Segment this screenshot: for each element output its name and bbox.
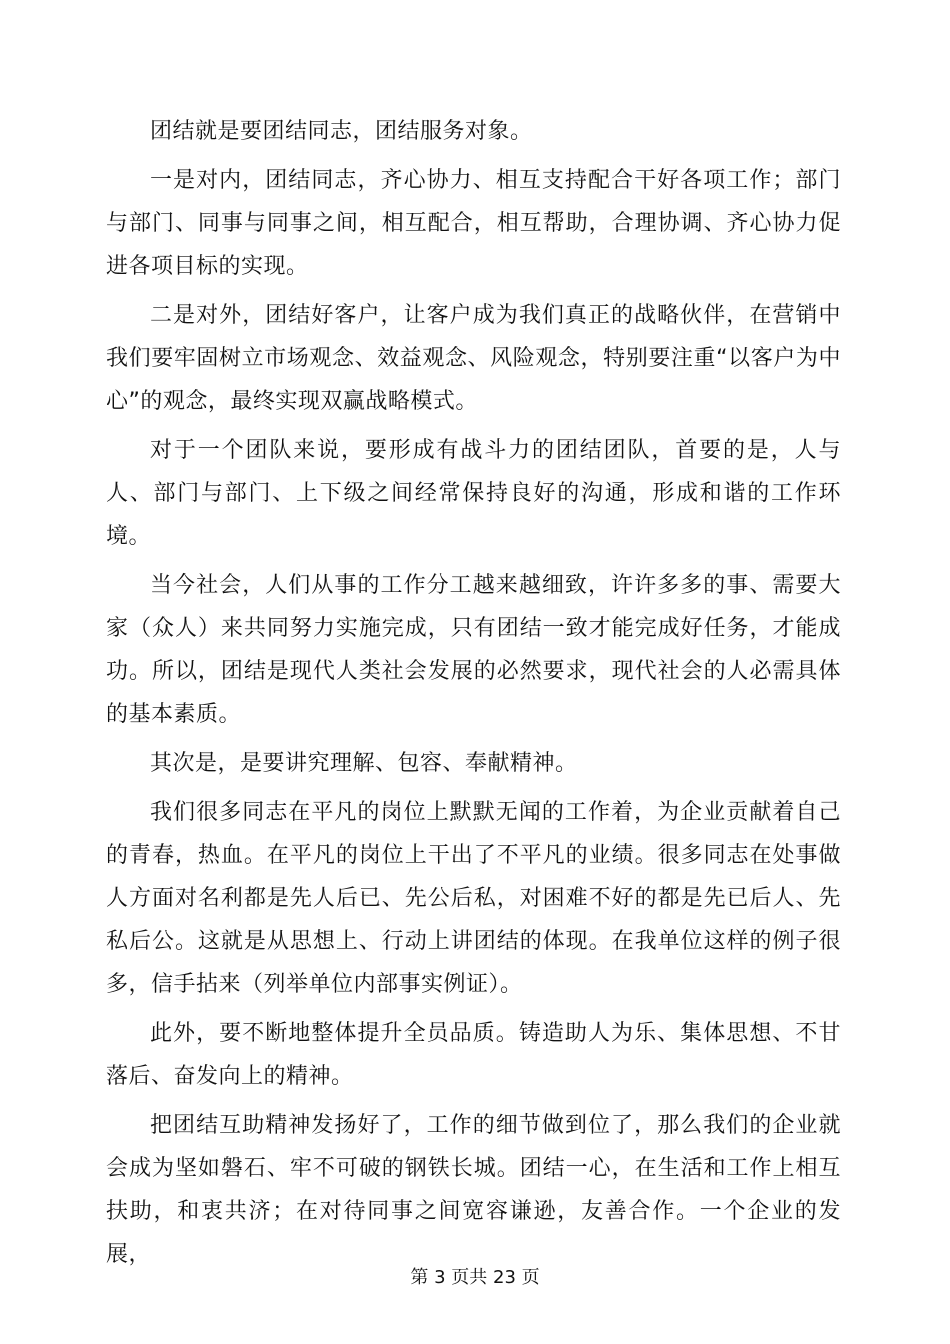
paragraph-2: 一是对内，团结同志，齐心协力、相互支持配合干好各项工作；部门与部门、同事与同事之间，相互配合，相互帮助，合理协调、齐心协力促进各项目标的实现。	[106, 168, 841, 279]
paragraph-7: 我们很多同志在平凡的岗位上默默无闻的工作着，为企业贡献着自己的青春，热血。在平凡的岗位上干出了不平凡的业绩。很多同志在处事做人方面对名利都是先人后已、先公后私，对困难不好的都是先已后人、先私后公。这就是从思想上、行动上讲团结的体现。在我单位这样的例子很多，信手拈来（列举单位内部事实例证）。	[106, 800, 841, 997]
paragraph-9: 把团结互助精神发扬好了，工作的细节做到位了，那么我们的企业就会成为坚如磐石、牢不可破的钢铁长城。团结一心，在生活和工作上相互扶助，和衷共济；在对待同事之间宽容谦逊，友善合作。一个企业的发展，	[106, 1113, 841, 1267]
document-body	[106, 110, 841, 1282]
paragraph-1: 团结就是要团结同志，团结服务对象。	[150, 119, 533, 144]
paragraph-4: 对于一个团队来说，要形成有战斗力的团结团队，首要的是，人与人、部门与部门、上下级之间经常保持良好的沟通，形成和谐的工作环境。	[106, 438, 841, 549]
paragraph-5: 当今社会，人们从事的工作分工越来越细致，许许多多的事、需要大家（众人）来共同努力实施完成，只有团结一致才能完成好任务，才能成功。所以，团结是现代人类社会发展的必然要求，现代社会的人必需具体的基本素质。	[106, 573, 841, 727]
paragraph-6: 其次是，是要讲究理解、包容、奉献精神。	[150, 751, 578, 776]
paragraph-8: 此外，要不断地整体提升全员品质。铸造助人为乐、集体思想、不甘落后、奋发向上的精神。	[106, 1021, 841, 1089]
paragraph-3: 二是对外，团结好客户，让客户成为我们真正的战略伙伴，在营销中我们要牢固树立市场观念、效益观念、风险观念，特别要注重“以客户为中心”的观念，最终实现双赢战略模式。	[106, 303, 841, 414]
page-number: 第 3 页共 23 页	[410, 1267, 540, 1288]
